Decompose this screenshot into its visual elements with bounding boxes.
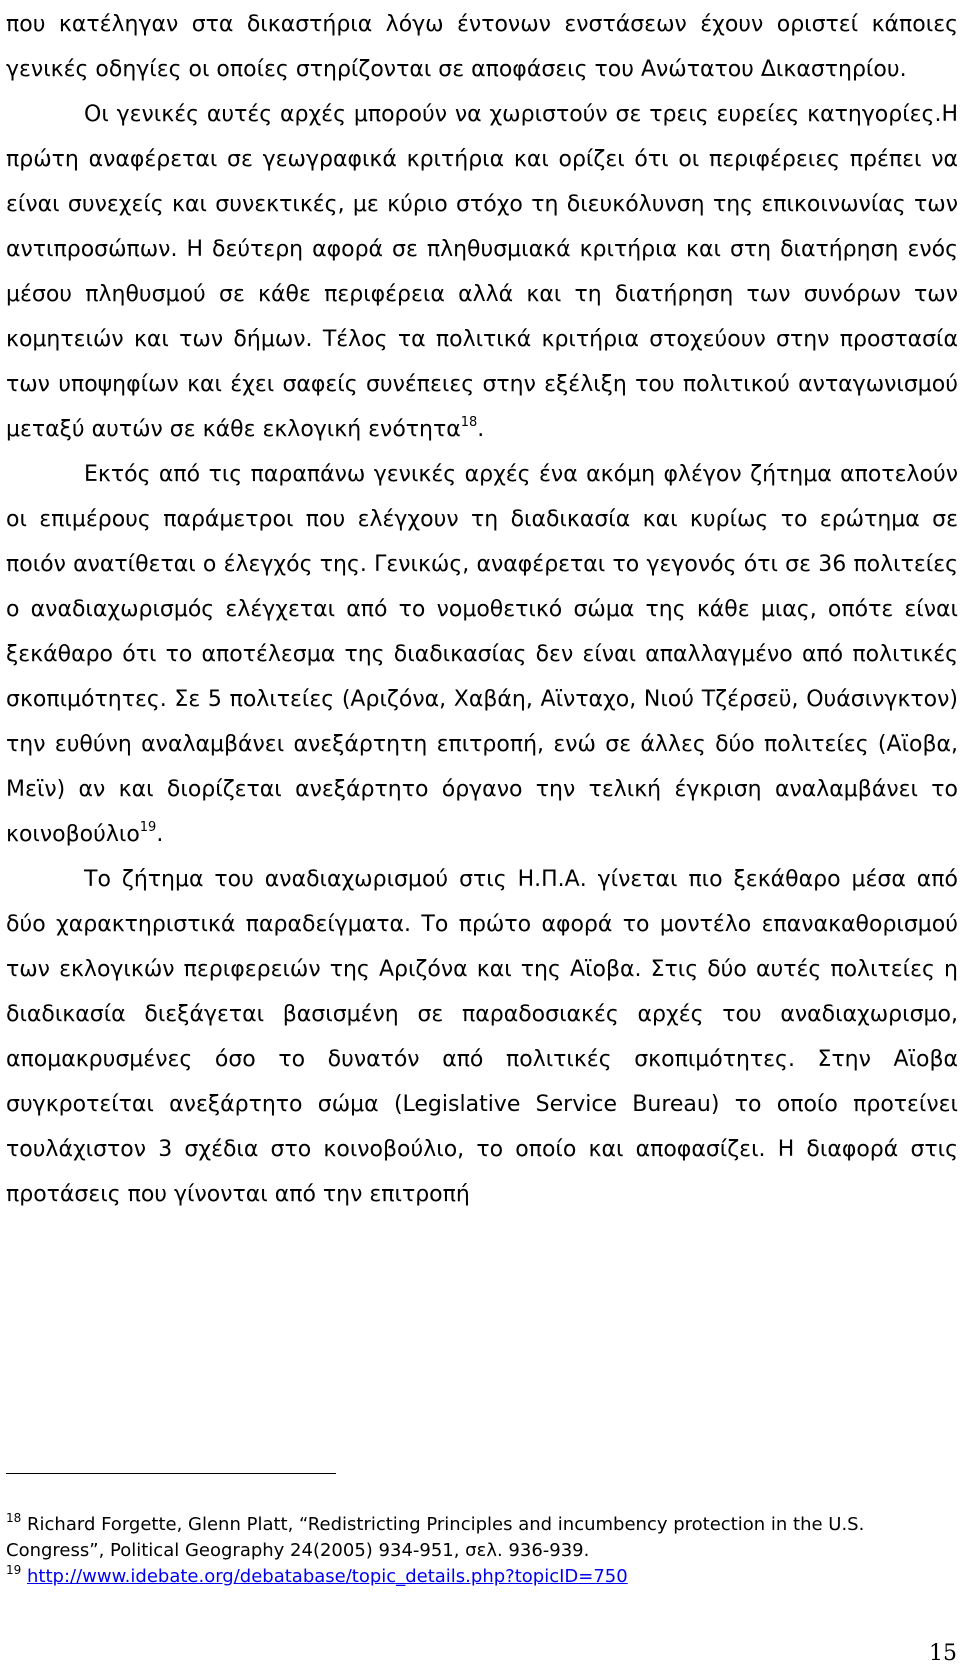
paragraph xyxy=(6,92,958,452)
footnote xyxy=(6,1512,946,1564)
footnote-reference[interactable]: 19 xyxy=(139,820,157,835)
body-text xyxy=(6,2,958,1217)
paragraph-text: Οι γενικές αυτές αρχές μπορούν να χωριστούν σε τρεις ευρείες κατηγορίες.Η πρώτη αναφέρεται σε γεωγραφικά κριτήρια και ορίζει ότι οι περιφέρειες πρέπει να είναι συνεχείς και συνεκτικές, με κύριο στόχο τη διευκόλυνση της επικοινωνίας των αντιπροσώπων. Η δεύτερη αφορά σε πληθυσμιακά κριτήρια και στη διατήρηση ενός μέσου πληθυσμού σε κάθε περιφέρεια αλλά και τη διατήρηση των συνόρων των κομητειών και των δήμων. Τέλος τα πολιτικά κριτήρια στοχεύουν στην προστασία των υποψηφίων και έχει σαφείς συνέπειες στην εξέλιξη του πολιτικού ανταγωνισμού μεταξύ αυτών σε κάθε εκλογική ενότητα xyxy=(6,102,958,442)
footnote-link[interactable]: http://www.idebate.org/debatabase/topic_details.php?topicID=750 xyxy=(27,1566,628,1587)
footnote xyxy=(6,1564,946,1590)
paragraph-text: Εκτός από τις παραπάνω γενικές αρχές ένα ακόμη φλέγον ζήτημα αποτελούν οι επιμέρους παράμετροι που ελέγχουν τη διαδικασία και κυρίως το ερώτημα σε ποιόν ανατίθεται ο έλεγχός της. Γενικώς, αναφέρεται το γεγονός ότι σε 36 πολιτείες ο αναδιαχωρισμός ελέγχεται από το νομοθετικό σώμα της κάθε μιας, οπότε είναι ξεκάθαρο ότι το αποτέλεσμα της διαδικασίας δεν είναι απαλλαγμένο από πολιτικές σκοπιμότητες. Σε 5 πολιτείες (Αριζόνα, Χαβάη, Αϊνταχο, Νιού Τζέρσεϋ, Ουάσινγκτον) την ευθύνη αναλαμβάνει ανεξάρτητη επιτροπή, ενώ σε άλλες δύο πολιτείες (Αϊοβα, Μεϊν) αν και διορίζεται ανεξάρτητο όργανο την τελική έγκριση αναλαμβάνει το κοινοβούλιο xyxy=(6,462,958,847)
footnote-number: 19 xyxy=(6,1563,22,1577)
paragraph-end-punctuation: . xyxy=(477,417,485,442)
footnote-separator xyxy=(6,1473,336,1474)
paragraph-end-punctuation: . xyxy=(156,822,164,847)
paragraph xyxy=(6,2,958,92)
paragraph xyxy=(6,452,958,857)
footnote-number: 18 xyxy=(6,1511,22,1525)
paragraph-text: που κατέληγαν στα δικαστήρια λόγω έντονων ενστάσεων έχουν οριστεί κάποιες γενικές οδηγίες οι οποίες στηρίζονται σε αποφάσεις του Ανώτατου Δικαστηρίου. xyxy=(6,12,958,82)
paragraph xyxy=(6,857,958,1217)
page-number: 15 xyxy=(929,1641,957,1666)
footnotes xyxy=(6,1512,946,1590)
paragraph-text: Το ζήτημα του αναδιαχωρισμού στις Η.Π.Α. γίνεται πιο ξεκάθαρο μέσα από δύο χαρακτηριστικά παραδείγματα. Το πρώτο αφορά το μοντέλο επανακαθορισμού των εκλογικών περιφερειών της Αριζόνα και της Αϊοβα. Στις δύο αυτές πολιτείες η διαδικασία διεξάγεται βασισμένη σε παραδοσιακές αρχές του αναδιαχωρισμο, απομακρυσμένες όσο το δυνατόν από πολιτικές σκοπιμότητες. Στην Αϊοβα συγκροτείται ανεξάρτητο σώμα (Legislative Service Bureau) το οποίο προτείνει τουλάχιστον 3 σχέδια στο κοινοβούλιο, το οποίο και αποφασίζει. Η διαφορά στις προτάσεις που γίνονται από την επιτροπή xyxy=(6,867,958,1207)
footnote-text: Richard Forgette, Glenn Platt, “Redistricting Principles and incumbency protection in the U.S. Congress”, Political Geography 24(2005) 934-951, σελ. 936-939. xyxy=(6,1514,865,1561)
footnote-reference[interactable]: 18 xyxy=(460,415,478,430)
